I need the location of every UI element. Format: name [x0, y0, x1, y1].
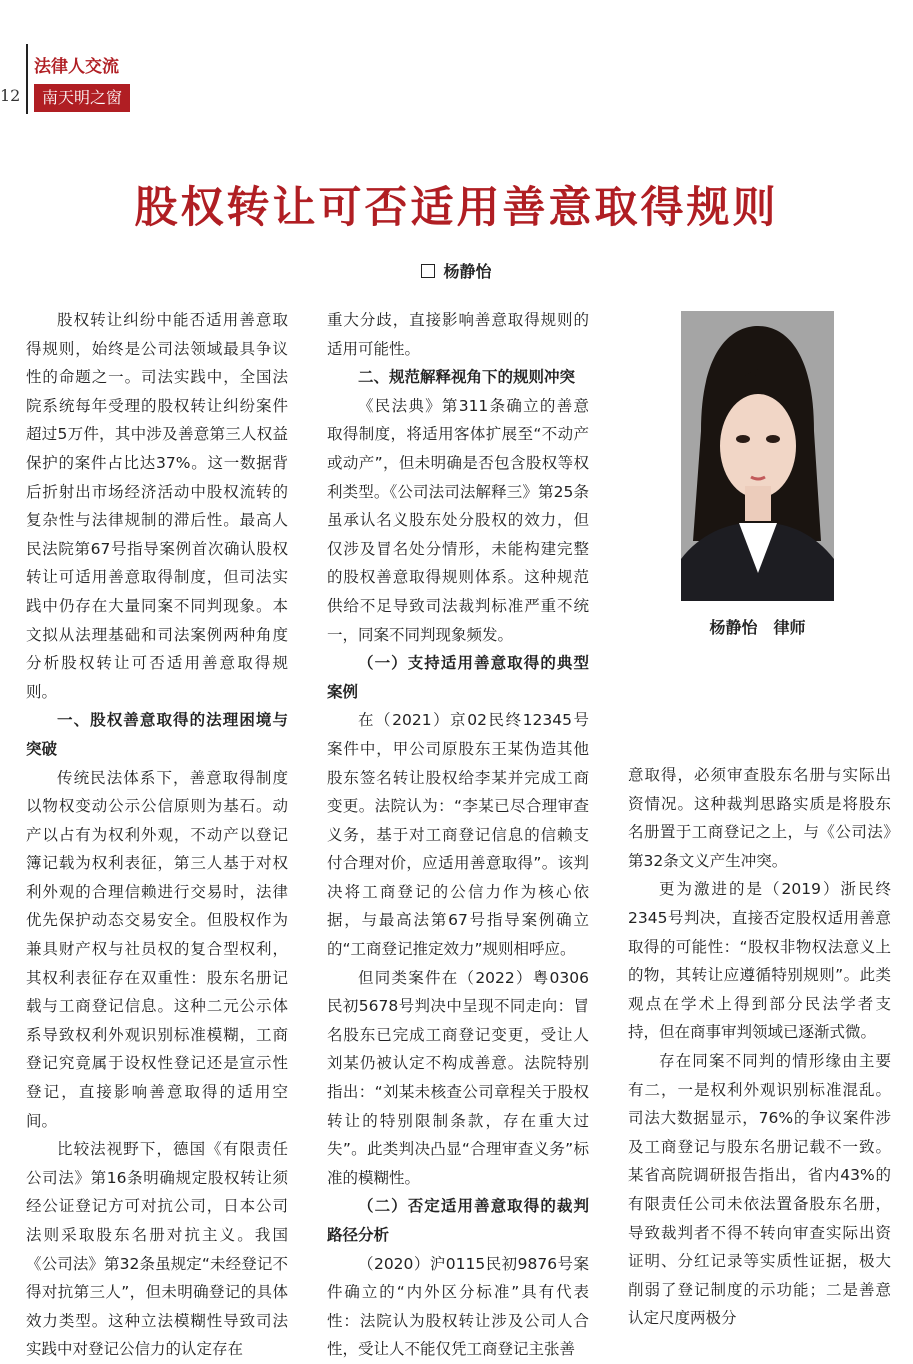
article-title: 股权转让可否适用善意取得规则: [134, 183, 779, 233]
paragraph: 意取得，必须审查股东名册与实际出资情况。这种裁判思路实质是将股东名册置于工商登记之上，与《公司法》第32条文义产生冲突。: [628, 766, 891, 870]
paragraph: 《民法典》第311条确立的善意取得制度，将适用客体扩展至“不动产或动产”，但未明确是否包含股权等权利类型。《公司法司法解释三》第25条虽承认名义股东处分股权的效力，但仅涉及冒名处分情形，未能构建完整的股权善意取得规则体系。这种规范供给不足导致司法裁判标准严重不统一，同案不同判现象频发。: [327, 396, 589, 644]
paragraph: 比较法视野下，德国《有限责任公司法》第16条明确规定股权转让须经公证登记方可对抗公司，日本公司法则采取股东名册对抗主义。我国《公司法》第32条虽规定“未经登记不得对抗第三人”，但未明确登记的具体效力类型。这种立法模糊性导致司法实践中对登记公信力的认定存在: [26, 1140, 288, 1359]
text-column-1: [26, 306, 288, 1364]
paragraph: 更为激进的是（2019）浙民终2345号判决，直接否定股权适用善意取得的可能性：“股权非物权法意义上的物，其转让应遵循特别规则”。此类观点在学术上得到部分民法学者支持，但在商事审判领域已逐渐式微。: [628, 880, 891, 1042]
text-column-3: [628, 761, 891, 1333]
page-number: 12: [0, 86, 21, 105]
author-photo: [681, 311, 834, 601]
paragraph: 在（2021）京02民终12345号案件中，甲公司原股东王某伪造其他股东签名转让股权给李某并完成工商变更。法院认为：“李某已尽合理审查义务，基于对工商登记信息的信赖支付合理对价，应适用善意取得”。该判决将工商登记的公信力作为核心依据，与最高法第67号指导案例确立的“工商登记推定效力”规则相呼应。: [327, 711, 589, 959]
section-heading: 一、股权善意取得的法理困境与突破: [26, 711, 288, 758]
paragraph: （2020）沪0115民初9876号案件确立的“内外区分标准”具有代表性：法院认为股权转让涉及公司人合性，受让人不能仅凭工商登记主张善: [327, 1254, 589, 1359]
column-tag: 南天明之窗: [34, 84, 130, 112]
photo-caption: 杨静怡 律师: [709, 618, 806, 637]
square-icon: [421, 264, 435, 278]
paragraph: 重大分歧，直接影响善意取得规则的适用可能性。: [327, 311, 589, 358]
author-name: 杨静怡: [443, 262, 492, 281]
text-column-2: [327, 306, 589, 1364]
paragraph: 但同类案件在（2022）粤0306民初5678号判决中呈现不同走向：冒名股东已完成工商登记变更，受让人刘某仍被认定不构成善意。法院特别指出：“刘某未核查公司章程关于股权转让的特别限制条款，存在重大过失”。此类判决凸显“合理审查义务”标准的模糊性。: [327, 968, 589, 1187]
section-heading: （二）否定适用善意取得的裁判路径分析: [327, 1197, 589, 1244]
byline: [0, 259, 913, 282]
section-heading: 二、规范解释视角下的规则冲突: [358, 368, 576, 387]
section-heading: （一）支持适用善意取得的典型案例: [327, 654, 589, 701]
paragraph: 传统民法体系下，善意取得制度以物权变动公示公信原则为基石。动产以占有为权利外观，不动产以登记簿记载为权利表征，第三人基于对权利外观的合理信赖进行交易时，法律优先保护动态交易安全。但股权作为兼具财产权与社员权的复合型权利，其权利表征存在双重性：股东名册记载与工商登记信息。这种二元公示体系导致权利外观识别标准模糊，工商登记究竟属于设权性登记还是宣示性登记，直接影响善意取得的适用空间。: [26, 768, 288, 1130]
paragraph: 股权转让纠纷中能否适用善意取得规则，始终是公司法领域最具争议性的命题之一。司法实践中，全国法院系统每年受理的股权转让纠纷案件超过5万件，其中涉及善意第三人权益保护的案件占比达37%。这一数据背后折射出市场经济活动中股权流转的复杂性与法律规制的滞后性。最高人民法院第67号指导案例首次确认股权转让可适用善意取得制度，但司法实践中仍存在大量同案不同判现象。本文拟从法理基础和司法案例两种角度分析股权转让可否适用善意取得规则。: [26, 311, 288, 701]
header-rule: [26, 44, 28, 114]
section-label: 法律人交流: [34, 57, 119, 77]
paragraph: 存在同案不同判的情形缘由主要有二，一是权利外观识别标准混乱。司法大数据显示，76%的争议案件涉及工商登记与股东名册记载不一致。某省高院调研报告指出，省内43%的有限责任公司未依法置备股东名册，导致裁判者不得不转向审查实际出资证明、分红记录等实质性证据，极大削弱了登记制度的示功能；二是善意认定尺度两极分: [628, 1051, 891, 1328]
